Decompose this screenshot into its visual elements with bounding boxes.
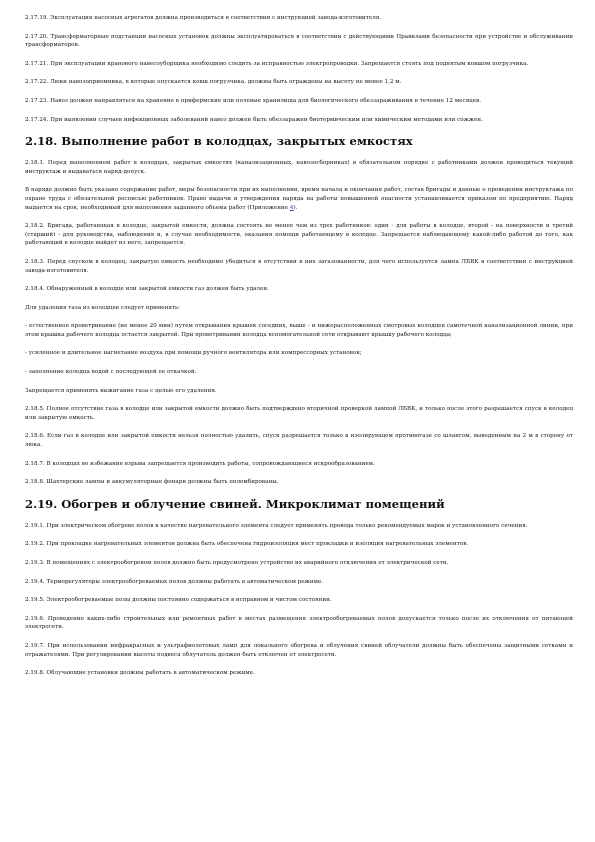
list-item-natural-ventilation: - естественное проветривание (не менее 20 мин) путем открывания крышек соседних, выше - и нижерасположенных смотровых колодцев самотечной канализационной линии, при этом крышка рабочего колодца остается закрытой. При проветривании колодца вспомогательной сети открывают крышку рабочего колодца; — [25, 323, 573, 338]
paragraph-burning-prohibited: Запрещается применять выжигание газа с целью его удаления. — [25, 387, 217, 394]
paragraph-2-18-2: 2.18.2. Бригада, работающая в колодце, закрытой емкости, должна состоять не менее чем из трех работников: один - для работы в колодце, второй - на поверхности и третий (старший) - для руководства, наблюдения и, в случае необходимости, оказания помощи работающему в колодце. Запрещается наблюдающему какой-либо работой до того, как работающий в колодце выйдет из него, запрещается. — [25, 223, 573, 247]
appendix-4-link[interactable]: 4 — [289, 204, 294, 211]
paragraph-2-18-6: 2.18.6. Если газ в колодце или закрытой емкости нельзя полностью удалить, спуск разрешается только в изолирующем противогазе со шлангом, выведенным на 2 м в сторону от люка. — [25, 433, 573, 449]
paragraph-2-17-24: 2.17.24. При выявлении случаев инфекционных заболеваний навоз должен быть обеззаражен биотермическим или химическим методами или сожжен. — [25, 116, 483, 123]
list-item-water-fill: - заполнение колодца водой с последующей ее откачкой. — [25, 369, 197, 376]
paragraph-2-19-3: 2.19.3. В помещениях с электрообогревом полов должно быть предусмотрено устройство их аварийного отключения от электрической сети. — [25, 560, 449, 566]
paragraph-2-17-19: 2.17.19. Эксплуатация насосных агрегатов должна производиться в соответствии с инструкцией завода-изготовителя. — [25, 15, 382, 21]
paragraph-2-18-5: 2.18.5. Полное отсутствие газа в колодце или закрытой емкости должно быть подтверждено вторичной проверкой лампой ЛБВК, и только после этого разрешается спуск в колодец или закрытую емкость. — [25, 406, 573, 421]
list-item-forced-air: - усиленное и длительное нагнетание воздуха при помощи ручного вентилятора или компрессорных установок; — [25, 350, 362, 357]
paragraph-2-17-20: 2.17.20. Трансформаторные подстанции насосных установок должны эксплуатироваться в соответствии с действующими Правилами безопасности при устройстве и обслуживании трансформаторов. — [25, 33, 573, 49]
paragraph-2-19-1: 2.19.1. При электрическом обогреве полов в качестве нагревательного элемента следует применять провода только рекомендуемых марок и установленного сечения. — [25, 522, 528, 529]
paragraph-2-19-2: 2.19.2. При прокладке нагревательных элементов должна быть обеспечена гидроизоляция мест прокладки и изоляция нагревательных элементов. — [25, 541, 469, 548]
paragraph-2-18-1: 2.18.1. Перед выполнением работ в колодцах, закрытых емкостях (канализационных, навозосборниках) в обязательном порядке с работниками должен проводиться текущий инструктаж и выдаваться наряд-допуск. — [25, 160, 573, 175]
paragraph-work-order-text: В наряде должно быть указано содержание работ, меры безопасности при их выполнении, время начала и окончания работ, состав бригады и данные о проведении инструктажа по охране труда с обязательной росписью работников. Право выдачи и утверждения наряда на работы повышенной опасности устанавливается приказом по предприятию. Наряд выдается на срок, необходимый для выполнения заданного объема работ (Приложение — [25, 187, 573, 211]
paragraph-2-17-23: 2.17.23. Навоз должен направляться на хранение в прифермские или полевые хранилища для биологического обеззараживания в течение 12 месяцев. — [25, 97, 482, 104]
section-heading-2-18: 2.18. Выполнение работ в колодцах, закрытых емкостях — [25, 134, 413, 149]
paragraph-2-19-4: 2.19.4. Терморегуляторы электрообогреваемых полов должны работать в автоматическом режиме. — [25, 578, 324, 585]
paragraph-2-18-4: 2.18.4. Обнаруженный в колодце или закрытой емкости газ должен быть удален. — [25, 286, 269, 293]
paragraph-2-18-8: 2.18.8. Шахтерские лампы и аккумуляторные фонари должны быть опломбированы. — [25, 479, 279, 486]
paragraph-work-order — [25, 186, 573, 212]
paragraph-2-19-6: 2.19.6. Проведение каких-либо строительных или ремонтных работ в местах размещения электрообогреваемых полов допускается только после их отключения от питающей электросети. — [25, 615, 573, 631]
paragraph-2-17-21: 2.17.21. При эксплуатации кранового навесоуборщика необходимо следить за исправностью электропроводки. Запрещается стоять под поднятым ковшом погрузчика. — [25, 60, 529, 67]
paragraph-gas-removal-intro: Для удаления газа из колодцев следует применять: — [25, 304, 181, 311]
paragraph-2-19-7: 2.19.7. При использовании инфракрасных и ультрафиолетовых ламп для локального обогрева и облучения свиней облучатели должны быть обеспечены защитными сетками и отражателями. При регулировании высоты подвеса облучатель должен быть отключен от электросети. — [25, 642, 573, 658]
paragraph-2-19-8: 2.19.8. Облучающие установки должны работать в автоматическом режиме. — [25, 670, 255, 677]
paragraph-2-18-3: 2.18.3. Перед спуском в колодец, закрытую емкость необходимо убедиться в отсутствии в них загазованности, для чего используется лампа ЛБВК в соответствии с инструкцией завода-изготовителя. — [25, 258, 573, 274]
section-heading-2-19: 2.19. Обогрев и облучение свиней. Микроклимат помещений — [25, 496, 445, 511]
paragraph-work-order-tail: ). — [293, 204, 298, 211]
paragraph-2-17-22: 2.17.22. Люки навозоприемника, в которые опускается ковш погрузчика, должны быть ограждены на высоту не менее 1,2 м. — [25, 79, 402, 86]
paragraph-2-18-7: 2.18.7. В колодцах во избежание взрыва запрещается производить работы, сопровождающиеся искрообразованием. — [25, 460, 375, 467]
paragraph-2-19-5: 2.19.5. Электрообогреваемые полы должны постоянно содержаться в исправном и чистом состоянии. — [25, 597, 332, 604]
